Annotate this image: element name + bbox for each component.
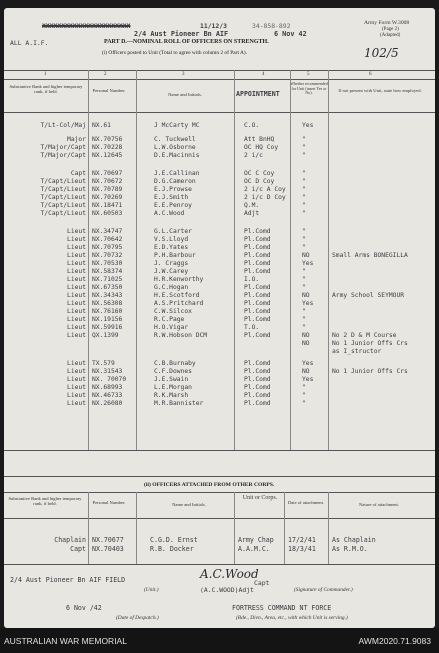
- col-header-appointment: APPOINTMENT: [236, 90, 280, 98]
- officer-name: V.S.Lloyd: [154, 236, 189, 243]
- officer-name: J.W.Carey: [154, 268, 189, 275]
- officer-row: [4, 392, 435, 400]
- all-aif-label: ALL A.I.F.: [10, 39, 49, 47]
- officer-recommended: ": [302, 170, 306, 177]
- officer-appointment: Adjt: [244, 210, 260, 217]
- attached-rank: Chaplain: [54, 536, 86, 544]
- officer-number: NX.12645: [92, 152, 123, 159]
- officer-rank: T/Capt/Lieut: [40, 178, 86, 185]
- destination-caption: (Bde., Divn., Area, etc., with which Unit is serving.): [236, 615, 348, 621]
- officer-row: [4, 252, 435, 260]
- officer-appointment: Pl.Comd: [244, 360, 271, 367]
- officer-rank: T/Capt/Lieut: [40, 202, 86, 209]
- officer-name: C.W.Silcox: [154, 308, 192, 315]
- officer-row: [4, 324, 435, 332]
- officer-number: NX.56308: [92, 300, 123, 307]
- officer-appointment: Pl.Comd: [244, 252, 271, 259]
- col-header-rank: Substantive Rank and higher temporary rank, if held.: [9, 84, 83, 95]
- officer-row: [4, 210, 435, 218]
- document-sheet: [4, 8, 435, 628]
- officer-name: H.O.Vigar: [154, 324, 189, 331]
- officer-appointment: C.O.: [244, 122, 260, 129]
- officer-row: [4, 400, 435, 408]
- officer-number: NX.60503: [92, 210, 123, 217]
- officer-number: NX.34747: [92, 228, 123, 235]
- officer-name: R.K.Marsh: [154, 392, 189, 399]
- attached-rank: Capt: [70, 545, 86, 553]
- officer-name: C. Tuckwell: [154, 136, 196, 143]
- officer-recommended: ": [302, 308, 306, 315]
- officer-appointment: Att BnHQ: [244, 136, 275, 143]
- officer-recommended: ": [302, 202, 306, 209]
- officer-rank: T/Capt/Lieut: [40, 186, 86, 193]
- officer-recommended: NO: [302, 292, 310, 299]
- officer-recommended: Yes: [302, 360, 314, 367]
- officer-number: NX.18471: [92, 202, 123, 209]
- section-ii-col-rule-1: [88, 492, 89, 564]
- officer-name: D.E.Macinnis: [154, 152, 200, 159]
- officer-remark: as I_structor: [332, 348, 382, 355]
- officer-number: NX.46733: [92, 392, 123, 399]
- officer-appointment: Pl.Comd: [244, 308, 271, 315]
- officer-recommended: ": [302, 316, 306, 323]
- officer-row: [4, 194, 435, 202]
- officer-rank: Lieut: [67, 400, 86, 407]
- table-bottom-rule: [4, 450, 435, 451]
- attached-unit: A.A.M.C.: [238, 545, 270, 553]
- section-ii-header-rule: [4, 518, 435, 519]
- officer-recommended: ": [302, 186, 306, 193]
- officer-name: L.W.Osborne: [154, 144, 196, 151]
- officer-remark: Army School SEYMOUR: [332, 292, 405, 299]
- officer-row: [4, 300, 435, 308]
- unit-name: 2/4 Aust Pioneer Bn AIF: [134, 30, 229, 38]
- section-ii-col-name: Name and Initials.: [172, 502, 206, 507]
- officer-appointment: Pl.Comd: [244, 332, 271, 339]
- officer-appointment: Pl.Comd: [244, 368, 271, 375]
- despatch-date: 6 Nov /42: [66, 604, 102, 612]
- officer-number: NX.26080: [92, 400, 123, 407]
- officer-row: [4, 308, 435, 316]
- officer-number: NX.70672: [92, 178, 123, 185]
- officer-number: NX. 70070: [92, 376, 127, 383]
- officer-rank: T/Capt/Lieut: [40, 210, 86, 217]
- period: 11/12/3: [200, 22, 227, 30]
- officer-number: NX.70530: [92, 260, 123, 267]
- officer-rank: Lieut: [67, 392, 86, 399]
- officer-recommended: Yes: [302, 300, 314, 307]
- col-number-2: 2: [104, 72, 107, 77]
- officer-recommended: ": [302, 136, 306, 143]
- struck-heading: XXXXXXXXXXXXXXXXXXXXXXX: [42, 22, 131, 30]
- officer-appointment: Pl.Comd: [244, 392, 271, 399]
- officer-rank: Major: [67, 136, 86, 143]
- section-ii-header-top-rule: [4, 492, 435, 493]
- officer-rank: Lieut: [67, 268, 86, 275]
- officer-name: E.J.Prowse: [154, 186, 192, 193]
- archive-name: AUSTRALIAN WAR MEMORIAL: [4, 636, 127, 646]
- officer-rank: Lieut: [67, 284, 86, 291]
- attached-number: NX.70403: [92, 545, 124, 553]
- form-page: (Page 2): [382, 27, 399, 32]
- col-number-5: 5: [307, 72, 310, 77]
- officer-name: M.R.Bannister: [154, 400, 204, 407]
- officer-appointment: 2 i/c: [244, 152, 263, 159]
- officer-number: NX.70789: [92, 186, 123, 193]
- section-ii-col-rank: Substantive Rank and higher temporary rank, if held.: [8, 496, 82, 507]
- officer-rank: Lieut: [67, 316, 86, 323]
- officer-name: A.S.Pritchard: [154, 300, 204, 307]
- officer-name: E.J.Smith: [154, 194, 189, 201]
- officer-number: NX.76160: [92, 308, 123, 315]
- officer-name: J.E.Callinan: [154, 170, 200, 177]
- section-ii-bottom-rule: [4, 564, 435, 565]
- officer-recommended: ": [302, 268, 306, 275]
- officer-row: [4, 368, 435, 376]
- attached-unit: Army Chap: [238, 536, 274, 544]
- table-top-rule: [4, 70, 435, 71]
- signature-unit-caption: (Unit.): [144, 587, 159, 593]
- section-ii-col-unit: Unit or Corps.: [242, 495, 278, 501]
- commander-rank: Capt: [254, 579, 270, 587]
- attached-nature: As Chaplain: [332, 536, 376, 544]
- officer-rank: Lieut: [67, 276, 86, 283]
- officer-number: NX.34343: [92, 292, 123, 299]
- officer-name: J.E.Swain: [154, 376, 189, 383]
- officer-name: A.C.Wood: [154, 210, 185, 217]
- officer-appointment: 2 i/c A Coy: [244, 186, 286, 193]
- section-ii-col-rule-2: [136, 492, 137, 564]
- section-ii-col-rule-5: [328, 492, 329, 564]
- officer-remark: No 1 Junior Offs Crs: [332, 340, 408, 347]
- officer-name: J. Craggs: [154, 260, 189, 267]
- destination: FORTRESS COMMAND NT FORCE: [232, 604, 332, 612]
- officer-name: R.W.Hobson DCM: [154, 332, 208, 339]
- officer-row: [4, 292, 435, 300]
- officer-appointment: I.O.: [244, 276, 260, 283]
- attached-date: 17/2/41: [288, 536, 316, 544]
- officer-remark: No 1 Junior Offs Crs: [332, 368, 408, 375]
- col-header-whether: Whether recommended for Unit (insert Yes or No).: [290, 81, 328, 96]
- handwritten-number: 102/5: [364, 46, 399, 60]
- officer-appointment: OC C Coy: [244, 170, 275, 177]
- officer-row: [4, 228, 435, 236]
- officer-rank: T/Lt-Col/Maj: [40, 122, 86, 129]
- officer-row: [4, 268, 435, 276]
- officer-number: NX.58374: [92, 268, 123, 275]
- officer-row: [4, 340, 435, 348]
- officer-name: E.E.Penroy: [154, 202, 192, 209]
- officer-recommended: ": [302, 210, 306, 217]
- officer-rank: Lieut: [67, 360, 86, 367]
- officer-number: NX.31543: [92, 368, 123, 375]
- officer-appointment: Pl.Comd: [244, 384, 271, 391]
- officer-row: [4, 170, 435, 178]
- officer-name: H.R.Kenworthy: [154, 276, 204, 283]
- officer-row: [4, 384, 435, 392]
- officer-recommended: ": [302, 144, 306, 151]
- officer-appointment: 2 i/c D Coy: [244, 194, 286, 201]
- officer-rank: Lieut: [67, 260, 86, 267]
- officer-name: L.E.Morgan: [154, 384, 192, 391]
- officer-row: [4, 348, 435, 356]
- officer-recommended: ": [302, 384, 306, 391]
- officer-recommended: ": [302, 236, 306, 243]
- officer-appointment: Q.M.: [244, 202, 260, 209]
- officer-number: NX.19156: [92, 316, 123, 323]
- officer-recommended: ": [302, 194, 306, 201]
- officer-name: G.L.Carter: [154, 228, 192, 235]
- officer-recommended: ": [302, 400, 306, 407]
- officer-rank: T/Major/Capt: [40, 152, 86, 159]
- col-number-1: 1: [44, 72, 47, 77]
- col-number-6: 6: [369, 72, 372, 77]
- commander-signature: A.C.Wood: [200, 567, 259, 581]
- officer-number: NX.70269: [92, 194, 123, 201]
- officer-rank: Capt: [70, 170, 86, 177]
- officer-recommended: Yes: [302, 376, 314, 383]
- reference-number: 34-858-892: [252, 22, 291, 30]
- officer-recommended: Yes: [302, 122, 314, 129]
- officer-number: NX.70228: [92, 144, 123, 151]
- officer-row: [4, 276, 435, 284]
- signature-unit-line: 2/4 Aust Pioneer Bn AIF FIELD: [10, 576, 126, 584]
- roll-date: 6 Nov 42: [274, 30, 307, 38]
- officer-number: NX.61: [92, 122, 111, 129]
- officer-number: NX.68993: [92, 384, 123, 391]
- officer-recommended: NO: [302, 368, 310, 375]
- officer-rank: Lieut: [67, 376, 86, 383]
- officer-name: H.E.Scotford: [154, 292, 200, 299]
- officer-number: NX.70756: [92, 136, 123, 143]
- officer-remark: Small Arms BONEGILLA: [332, 252, 408, 259]
- officer-number: TX.579: [92, 360, 115, 367]
- col-header-personal-number: Personal Number.: [92, 88, 126, 93]
- officer-rank: Lieut: [67, 252, 86, 259]
- attached-name: R.B. Docker: [150, 545, 194, 553]
- officer-row: [4, 244, 435, 252]
- officer-row: [4, 360, 435, 368]
- officer-row: [4, 316, 435, 324]
- officer-appointment: OC HQ Coy: [244, 144, 279, 151]
- section-ii-col-rule-4: [284, 492, 285, 564]
- officer-number: QX.1399: [92, 332, 119, 339]
- col-header-rule: [4, 112, 435, 113]
- section-ii-col-nature: Nature of attachment.: [359, 502, 399, 507]
- officer-name: E.D.Yates: [154, 244, 189, 251]
- officer-rank: T/Major/Capt: [40, 144, 86, 151]
- officer-rank: Lieut: [67, 332, 86, 339]
- attached-date: 18/3/41: [288, 545, 316, 553]
- officer-recommended: ": [302, 178, 306, 185]
- despatch-caption: (Date of Despatch.): [116, 615, 159, 621]
- officer-recommended: ": [302, 324, 306, 331]
- officer-name: P.H.Barbour: [154, 252, 196, 259]
- officer-appointment: Pl.Comd: [244, 316, 271, 323]
- officer-recommended: NO: [302, 252, 310, 259]
- officer-rank: Lieut: [67, 236, 86, 243]
- officer-rank: Lieut: [67, 308, 86, 315]
- part-title: PART D.—NOMINAL ROLL OF OFFICERS ON STRENGTH.: [104, 39, 269, 45]
- archive-reference: AWM2020.71.9083: [358, 636, 431, 646]
- attached-row: [4, 536, 435, 544]
- officer-row: [4, 144, 435, 152]
- officer-appointment: Pl.Comd: [244, 284, 271, 291]
- officer-number: NX.70795: [92, 244, 123, 251]
- col-number-3: 3: [182, 72, 185, 77]
- officer-appointment: OC D Coy: [244, 178, 275, 185]
- officer-row: [4, 202, 435, 210]
- commander-typed-name: (A.C.WOOD)Adjt: [200, 586, 254, 594]
- officer-recommended: ": [302, 284, 306, 291]
- officer-appointment: Pl.Comd: [244, 244, 271, 251]
- officer-recommended: ": [302, 392, 306, 399]
- officer-row: [4, 236, 435, 244]
- officer-row: [4, 136, 435, 144]
- officer-name: C.F.Downes: [154, 368, 192, 375]
- officer-appointment: T.O.: [244, 324, 260, 331]
- officer-name: J McCarty MC: [154, 122, 200, 129]
- col-number-rule: [4, 79, 435, 80]
- officer-remark: No 2 D & M Course: [332, 332, 397, 339]
- section-ii-col-number: Personal Number.: [92, 500, 126, 505]
- officer-rank: Lieut: [67, 300, 86, 307]
- officer-name: R.C.Page: [154, 316, 185, 323]
- attached-name: C.G.D. Ernst: [150, 536, 198, 544]
- officer-row: [4, 332, 435, 340]
- officer-name: C.B.Burnaby: [154, 360, 196, 367]
- officer-row: [4, 260, 435, 268]
- attached-number: NX.70677: [92, 536, 124, 544]
- officer-appointment: Pl.Comd: [244, 292, 271, 299]
- officer-appointment: Pl.Comd: [244, 260, 271, 267]
- officer-rank: Lieut: [67, 324, 86, 331]
- officer-recommended: ": [302, 228, 306, 235]
- officer-recommended: Yes: [302, 260, 314, 267]
- section-i-title: (i) Officers posted to Unit (Total to agree with column 2 of Part A).: [102, 50, 248, 56]
- section-ii-title: (ii) OFFICERS ATTACHED FROM OTHER CORPS.: [144, 482, 275, 488]
- officer-appointment: Pl.Comd: [244, 300, 271, 307]
- form-title: Army Form W.3008: [364, 20, 410, 26]
- officer-row: [4, 178, 435, 186]
- officer-recommended: NO: [302, 332, 310, 339]
- officer-row: [4, 186, 435, 194]
- col-header-not-present: If not present with Unit, state how employed.: [338, 88, 422, 93]
- officer-appointment: Pl.Comd: [244, 268, 271, 275]
- section-ii-col-date: Date of attachment.: [287, 500, 325, 505]
- officer-appointment: Pl.Comd: [244, 236, 271, 243]
- attached-nature: As R.M.O.: [332, 545, 368, 553]
- officer-number: NX.71025: [92, 276, 123, 283]
- officer-rank: Lieut: [67, 244, 86, 251]
- commander-caption: (Signature of Commander.): [294, 587, 353, 593]
- officer-recommended: NO: [302, 340, 310, 347]
- officer-number: NX.59916: [92, 324, 123, 331]
- col-header-name: Name and Initials.: [168, 92, 202, 97]
- officer-recommended: ": [302, 152, 306, 159]
- attached-row: [4, 545, 435, 553]
- col-number-4: 4: [262, 72, 265, 77]
- form-adapted: (Adapted): [380, 33, 401, 38]
- officer-rank: Lieut: [67, 384, 86, 391]
- officer-appointment: Pl.Comd: [244, 228, 271, 235]
- officer-appointment: Pl.Comd: [244, 376, 271, 383]
- officer-row: [4, 376, 435, 384]
- section-ii-top-rule: [4, 476, 435, 477]
- officer-number: NX.70697: [92, 170, 123, 177]
- officer-row: [4, 152, 435, 160]
- officer-rank: Lieut: [67, 228, 86, 235]
- officer-number: NX.70642: [92, 236, 123, 243]
- officer-recommended: ": [302, 244, 306, 251]
- section-ii-col-rule-3: [234, 492, 235, 564]
- officer-number: NX.67350: [92, 284, 123, 291]
- officer-rank: Lieut: [67, 292, 86, 299]
- officer-row: [4, 284, 435, 292]
- officer-row: [4, 122, 435, 130]
- officer-number: NX.70732: [92, 252, 123, 259]
- officer-name: G.C.Hogan: [154, 284, 189, 291]
- archive-footer: [0, 628, 439, 653]
- officer-name: D.G.Cameron: [154, 178, 196, 185]
- officer-rank: Lieut: [67, 368, 86, 375]
- officer-rank: T/Capt/Lieut: [40, 194, 86, 201]
- officer-appointment: Pl.Comd: [244, 400, 271, 407]
- officer-recommended: ": [302, 276, 306, 283]
